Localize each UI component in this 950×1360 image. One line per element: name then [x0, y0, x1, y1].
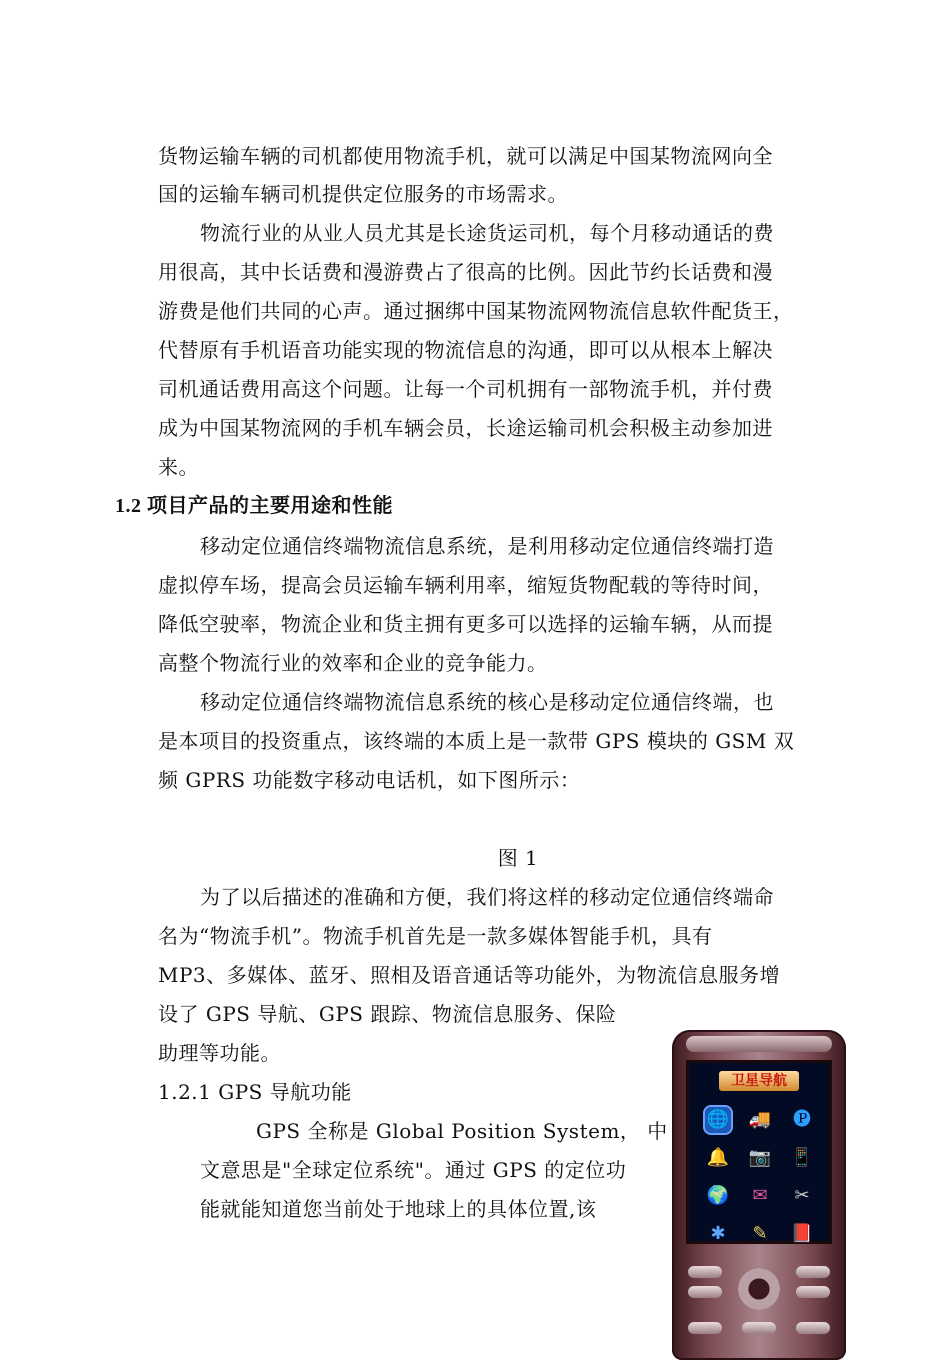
key-row-right — [796, 1322, 830, 1334]
paragraph-2-line-3: 游费是他们共同的心声。通过捆绑中国某物流网物流信息软件配货王， — [158, 299, 794, 323]
paragraph-5-line-4: 设了 GPS 导航、GPS 跟踪、物流信息服务、保险 — [158, 1002, 617, 1026]
book-app-icon: 📕 — [790, 1223, 814, 1244]
section-heading-1-2-1: 1.2.1 GPS 导航功能 — [158, 1080, 352, 1104]
phone-screen — [686, 1060, 832, 1244]
screen-title: 卫星导航 — [719, 1071, 799, 1091]
paragraph-6-line-2: 文意思是"全球定位系统"。通过 GPS 的定位功 — [200, 1158, 627, 1182]
paragraph-2-line-6: 成为中国某物流网的手机车辆会员，长途运输司机会积极主动参加进 — [158, 416, 773, 440]
bell-app-icon: 🔔 — [706, 1147, 730, 1168]
paragraph-4-line-1: 移动定位通信终端物流信息系统的核心是移动定位通信终端，也 — [200, 690, 774, 714]
soft-key-right — [796, 1266, 830, 1278]
paragraph-3-line-4: 高整个物流行业的效率和企业的竞争能力。 — [158, 651, 548, 675]
truck-app-icon: 🚚 — [748, 1109, 772, 1130]
browser-app-icon: 🌍 — [706, 1185, 730, 1206]
parking-app-icon: 🅟 — [793, 1109, 811, 1130]
paragraph-6-line-3: 能就能知道您当前处于地球上的具体位置,该 — [200, 1197, 597, 1221]
app-grid — [697, 1101, 823, 1253]
paragraph-2-line-1: 物流行业的从业人员尤其是长途货运司机，每个月移动通话的费 — [200, 221, 774, 245]
soft-key-left — [688, 1266, 722, 1278]
call-key — [688, 1286, 722, 1298]
key-row-left — [688, 1322, 722, 1334]
paragraph-4-line-3: 频 GPRS 功能数字移动电话机，如下图所示： — [158, 768, 581, 792]
camera-app-icon: 📷 — [748, 1147, 772, 1168]
phone-app-icon: 📱 — [790, 1147, 814, 1168]
paragraph-2-line-5: 司机通话费用高这个问题。让每一个司机拥有一部物流手机，并付费 — [158, 377, 773, 401]
paragraph-2-line-2: 用很高，其中长话费和漫游费占了很高的比例。因此节约长话费和漫 — [158, 260, 773, 284]
paragraph-1-line-1: 货物运输车辆的司机都使用物流手机，就可以满足中国某物流网向全 — [158, 144, 773, 168]
phone-keypad — [686, 1260, 832, 1350]
paragraph-4-line-2: 是本项目的投资重点，该终端的本质上是一款带 GPS 模块的 GSM 双 — [158, 729, 795, 753]
mail-app-icon: ✉ — [752, 1185, 768, 1206]
phone-illustration — [672, 1030, 846, 1344]
phone-speaker-bar — [686, 1036, 832, 1052]
tools-app-icon: ✂ — [794, 1185, 810, 1206]
paragraph-5-line-5: 助理等功能。 — [158, 1041, 281, 1065]
paragraph-5-line-1: 为了以后描述的准确和方便，我们将这样的移动定位通信终端命 — [200, 885, 774, 909]
paragraph-5-line-3: MP3、多媒体、蓝牙、照相及语音通话等功能外，为物流信息服务增 — [158, 963, 781, 987]
paragraph-1-line-2: 国的运输车辆司机提供定位服务的市场需求。 — [158, 182, 568, 206]
navigation-pad — [738, 1268, 780, 1310]
notes-app-icon: ✎ — [752, 1223, 768, 1244]
paragraph-3-line-1: 移动定位通信终端物流信息系统，是利用移动定位通信终端打造 — [200, 534, 774, 558]
paragraph-6-line-1: GPS 全称是 Global Position System， 中 — [256, 1119, 668, 1143]
paragraph-3-line-3: 降低空驶率，物流企业和货主拥有更多可以选择的运输车辆，从而提 — [158, 612, 773, 636]
bluetooth-app-icon: ✱ — [710, 1223, 726, 1244]
key-row-middle — [742, 1322, 776, 1334]
paragraph-2-line-7: 来。 — [158, 455, 199, 479]
paragraph-5-line-2: 名为“物流手机”。物流手机首先是一款多媒体智能手机，具有 — [158, 924, 713, 948]
phone-body — [672, 1030, 846, 1360]
gps-app-icon: 🌐 — [697, 1101, 739, 1139]
end-key — [796, 1286, 830, 1298]
figure-caption: 图 1 — [497, 846, 539, 870]
section-heading-1-2: 1.2 项目产品的主要用途和性能 — [115, 495, 393, 517]
paragraph-3-line-2: 虚拟停车场，提高会员运输车辆利用率，缩短货物配载的等待时间， — [158, 573, 773, 597]
paragraph-2-line-4: 代替原有手机语音功能实现的物流信息的沟通，即可以从根本上解决 — [158, 338, 773, 362]
